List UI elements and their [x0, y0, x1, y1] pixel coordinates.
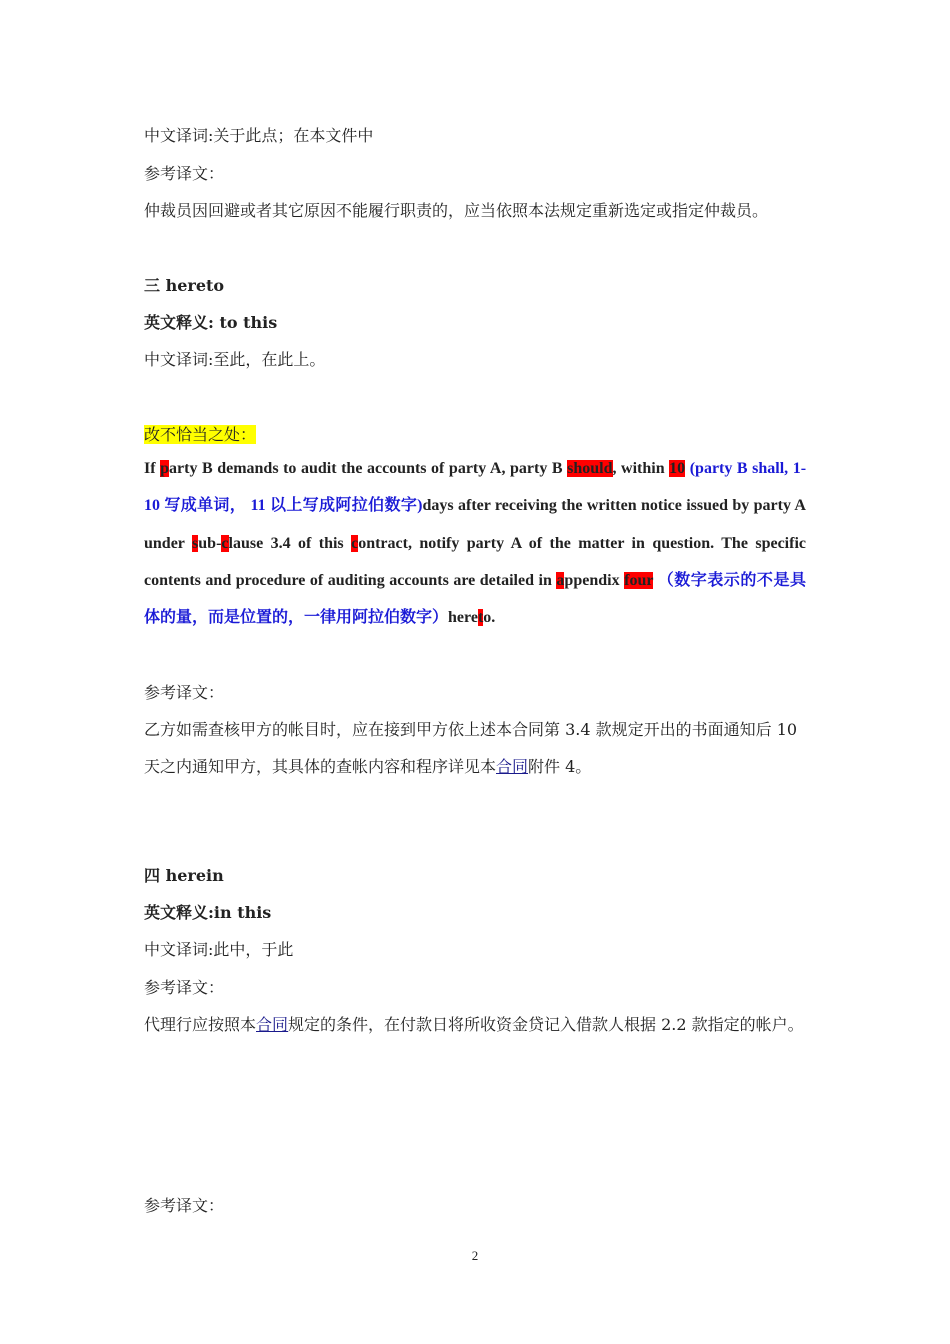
- error-highlight: a: [556, 571, 565, 589]
- ref-text: 附件 4。: [528, 757, 592, 776]
- para-text: here: [448, 609, 478, 627]
- reference-translation-line: [144, 756, 591, 778]
- error-highlight: s: [192, 534, 199, 552]
- zh-gloss-line: 中文译词:关于此点；在本文件中: [144, 126, 374, 145]
- zh-gloss-line: 中文译词:此中，于此: [144, 940, 294, 959]
- page-number: 2: [471, 1248, 479, 1263]
- ref-text: 规定的条件，在付款日将所收资金贷记入借款人根据 2.2 款指定的帐户。: [288, 1015, 804, 1034]
- section-heading-herein: 四 herein: [144, 866, 224, 885]
- reference-label: 参考译文：: [144, 683, 225, 702]
- reference-label: 参考译文：: [144, 978, 225, 997]
- zh-gloss-line: 中文译词:至此，在此上。: [144, 350, 326, 369]
- error-highlight: four: [624, 571, 654, 589]
- para-text: ontract, notify party A of the matter in question. The specific contents and procedure of auditing accounts are detailed in: [144, 534, 806, 589]
- error-highlight: should: [567, 460, 613, 477]
- en-definition-line: [144, 312, 277, 334]
- error-highlight: c: [351, 534, 359, 552]
- reference-translation-line: [144, 1014, 804, 1036]
- ref-text: 天之内通知甲方，其具体的查帐内容和程序详见本: [144, 757, 497, 776]
- error-highlight: c: [221, 534, 229, 552]
- error-highlight: p: [160, 460, 170, 477]
- correction-paragraph: [144, 450, 806, 636]
- reference-translation-line: 乙方如需查核甲方的帐目时，应在接到甲方依上述本合同第 3.4 款规定开出的书面通知后 10: [144, 720, 798, 739]
- para-text: lause 3.4 of this: [228, 534, 352, 552]
- para-text: ub-: [198, 534, 222, 552]
- error-highlight: t: [477, 609, 484, 627]
- reference-label: 参考译文：: [144, 1196, 225, 1215]
- contract-link[interactable]: 合同: [496, 757, 529, 776]
- para-text: o.: [483, 609, 496, 627]
- reference-label: 参考译文：: [144, 164, 225, 183]
- section-heading-hereto: 三 hereto: [144, 276, 225, 295]
- en-definition-text: 英文释义:in this: [144, 903, 272, 922]
- para-text: ppendix: [564, 571, 625, 589]
- correction-note: (party B shall, 1-10 写成单词， 11 以上写成阿拉伯数字): [144, 460, 807, 515]
- correction-note: （数字表示的不是具体的量，而是位置的，一律用阿拉伯数字）: [144, 571, 807, 627]
- correction-label: [144, 424, 256, 446]
- correction-label-highlight: 改不恰当之处：: [144, 425, 257, 444]
- para-text: arty B demands to audit the accounts of party A, party B: [169, 460, 568, 477]
- error-highlight: 10: [669, 460, 686, 477]
- en-definition-line: [144, 902, 271, 924]
- ref-text: 代理行应按照本: [144, 1015, 257, 1034]
- para-text: If: [144, 460, 161, 477]
- contract-link[interactable]: 合同: [256, 1015, 289, 1034]
- reference-translation: 仲裁员因回避或者其它原因不能履行职责的，应当依照本法规定重新选定或指定仲裁员。: [144, 201, 769, 220]
- en-definition-text: 英文释义: to this: [144, 313, 278, 332]
- para-text: days after receiving the written notice issued by party A under: [144, 497, 806, 552]
- para-text: , within: [612, 460, 670, 477]
